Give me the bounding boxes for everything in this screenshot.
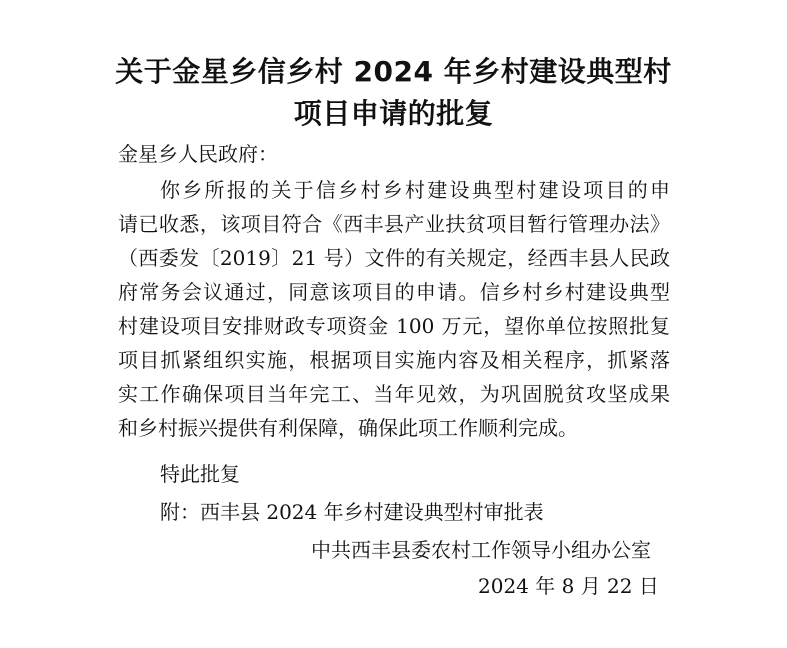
document-title-line-2: 项目申请的批复 [293,97,494,130]
body-line: 项目抓紧组织实施，根据项目实施内容及相关程序，抓紧落 [118,348,670,372]
attachment-note: 附：西丰县 2024 年乡村建设典型村审批表 [160,500,544,524]
issuing-office: 中共西丰县委农村工作领导小组办公室 [311,538,651,562]
body-line: 府常务会议通过，同意该项目的申请。信乡村乡村建设典型 [118,280,670,304]
body-line: 请已收悉，该项目符合《西丰县产业扶贫项目暂行管理办法》 [118,212,670,236]
closing-text: 特此批复 [160,462,240,486]
body-line: 和乡村振兴提供有利保障，确保此项工作顺利完成。 [118,416,578,440]
body-line: 你乡所报的关于信乡村乡村建设典型村建设项目的申 [160,178,670,202]
body-line: 村建设项目安排财政专项资金 100 万元，望你单位按照批复 [118,314,670,338]
salutation: 金星乡人民政府： [118,142,278,166]
document-title-line-1: 关于金星乡信乡村 2024 年乡村建设典型村 [115,55,672,88]
body-line: 实工作确保项目当年完工、当年见效，为巩固脱贫攻坚成果 [118,382,670,406]
issue-date: 2024 年 8 月 22 日 [478,574,659,598]
body-line: （西委发〔2019〕21 号）文件的有关规定，经西丰县人民政 [118,246,670,270]
